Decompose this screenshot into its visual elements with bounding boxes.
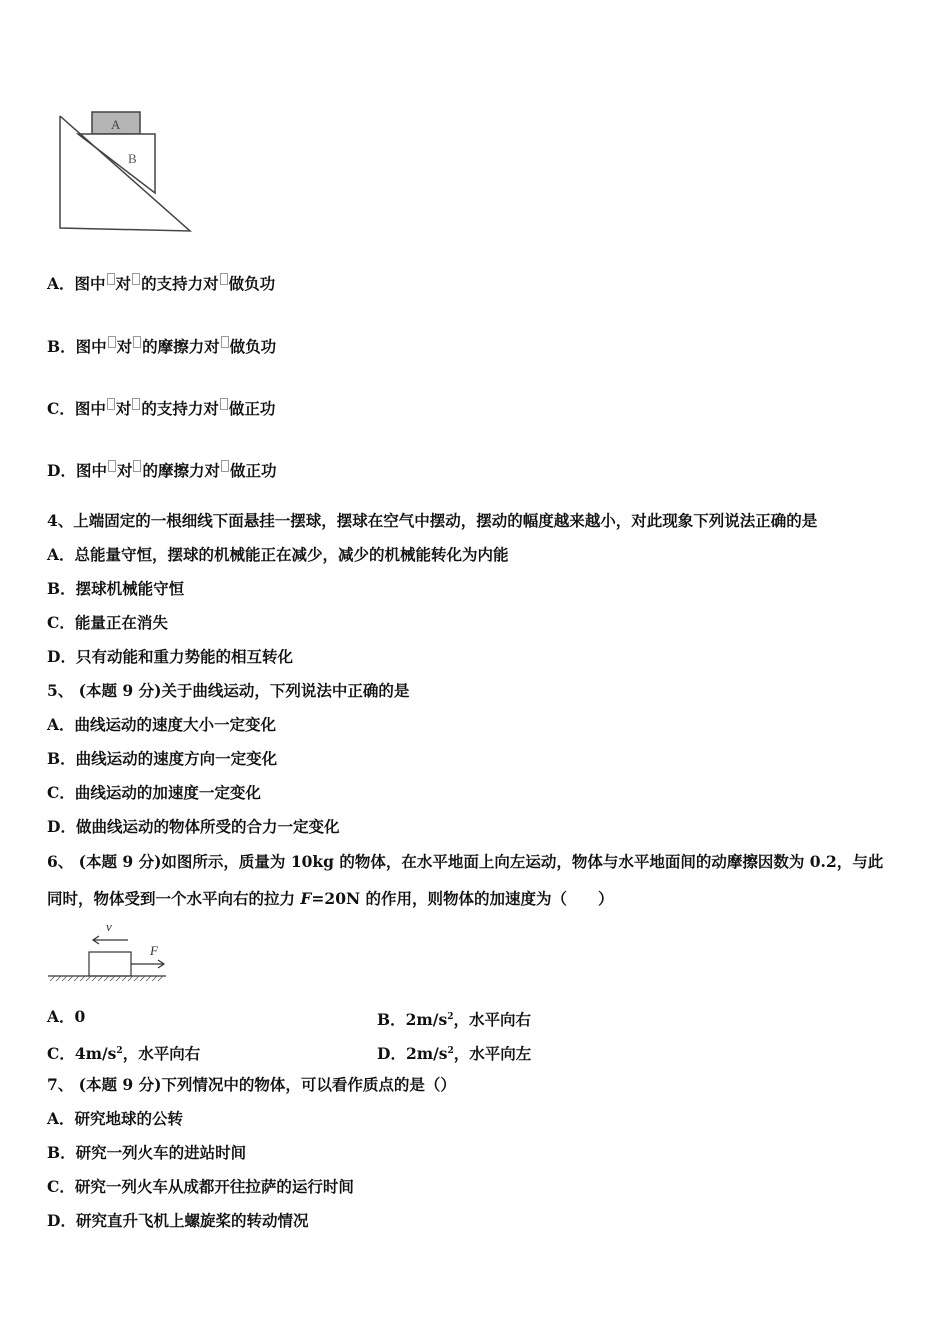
q3-option-a: A．图中 对 的支持力对 做负功 — [47, 274, 276, 293]
q3-option-d: D．图中 对 的摩擦力对 做正功 — [47, 461, 277, 480]
q6-option-d: D．$2m/s^2$，水平向左 — [377, 1044, 532, 1064]
q6-stem-line1: 6、 (本题 9 分)如图所示，质量为 10kg 的物体，在水平地面上向左运动，物体与水平地面间的动摩擦因数为 0.2，与此 — [47, 852, 884, 871]
q4-option-d: D．只有动能和重力势能的相互转化 — [47, 647, 293, 666]
label-b: B — [128, 151, 137, 166]
block-force-figure — [46, 918, 168, 984]
missing-glyph-box — [220, 398, 228, 410]
missing-glyph-box — [132, 273, 140, 285]
label-a: A — [111, 117, 121, 132]
q4-option-b: B．摆球机械能守恒 — [47, 579, 185, 598]
q5-option-c: C．曲线运动的加速度一定变化 — [47, 783, 261, 802]
q5-option-b: B．曲线运动的速度方向一定变化 — [47, 749, 278, 768]
missing-glyph-box — [133, 460, 141, 472]
q7-option-c: C．研究一列火车从成都开往拉萨的运行时间 — [47, 1177, 354, 1196]
q4-option-c: C．能量正在消失 — [47, 613, 168, 632]
q4-stem: 4、上端固定的一根细线下面悬挂一摆球，摆球在空气中摆动，摆动的幅度越来越小，对此现象下列说法正确的是 — [47, 511, 818, 530]
q5-stem: 5、 (本题 9 分)关于曲线运动，下列说法中正确的是 — [47, 681, 410, 700]
f-label: F — [150, 943, 158, 958]
missing-glyph-box — [220, 273, 228, 285]
q4-option-a: A．总能量守恒，摆球的机械能正在减少，减少的机械能转化为内能 — [47, 545, 509, 564]
q7-option-a: A．研究地球的公转 — [47, 1109, 184, 1128]
missing-glyph-box — [132, 398, 140, 410]
ground-hatching — [50, 976, 163, 981]
missing-glyph-box — [108, 336, 116, 348]
q7-option-b: B．研究一列火车的进站时间 — [47, 1143, 247, 1162]
q6-option-b: B．$2m/s^2$，水平向右 — [377, 1010, 531, 1030]
q6-stem-line2: 同时，物体受到一个水平向右的拉力 F=20N 的作用，则物体的加速度为（ ） — [47, 889, 614, 908]
incline-figure — [52, 108, 197, 236]
missing-glyph-box — [108, 460, 116, 472]
q6-option-c: C．$4m/s^2$，水平向右 — [47, 1044, 201, 1064]
q7-option-d: D．研究直升飞机上螺旋桨的转动情况 — [47, 1211, 309, 1230]
v-label: v — [106, 919, 112, 934]
q6-option-a: A．0 — [47, 1007, 86, 1026]
missing-glyph-box — [133, 336, 141, 348]
missing-glyph-box — [107, 273, 115, 285]
q3-option-b: B．图中 对 的摩擦力对 做负功 — [47, 337, 277, 356]
block — [89, 952, 131, 976]
missing-glyph-box — [107, 398, 115, 410]
missing-glyph-box — [221, 336, 229, 348]
q7-stem: 7、 (本题 9 分)下列情况中的物体，可以看作质点的是（） — [47, 1075, 456, 1094]
q3-option-c: C．图中 对 的支持力对 做正功 — [47, 399, 276, 418]
missing-glyph-box — [221, 460, 229, 472]
q5-option-a: A．曲线运动的速度大小一定变化 — [47, 715, 277, 734]
q5-option-d: D．做曲线运动的物体所受的合力一定变化 — [47, 817, 340, 836]
